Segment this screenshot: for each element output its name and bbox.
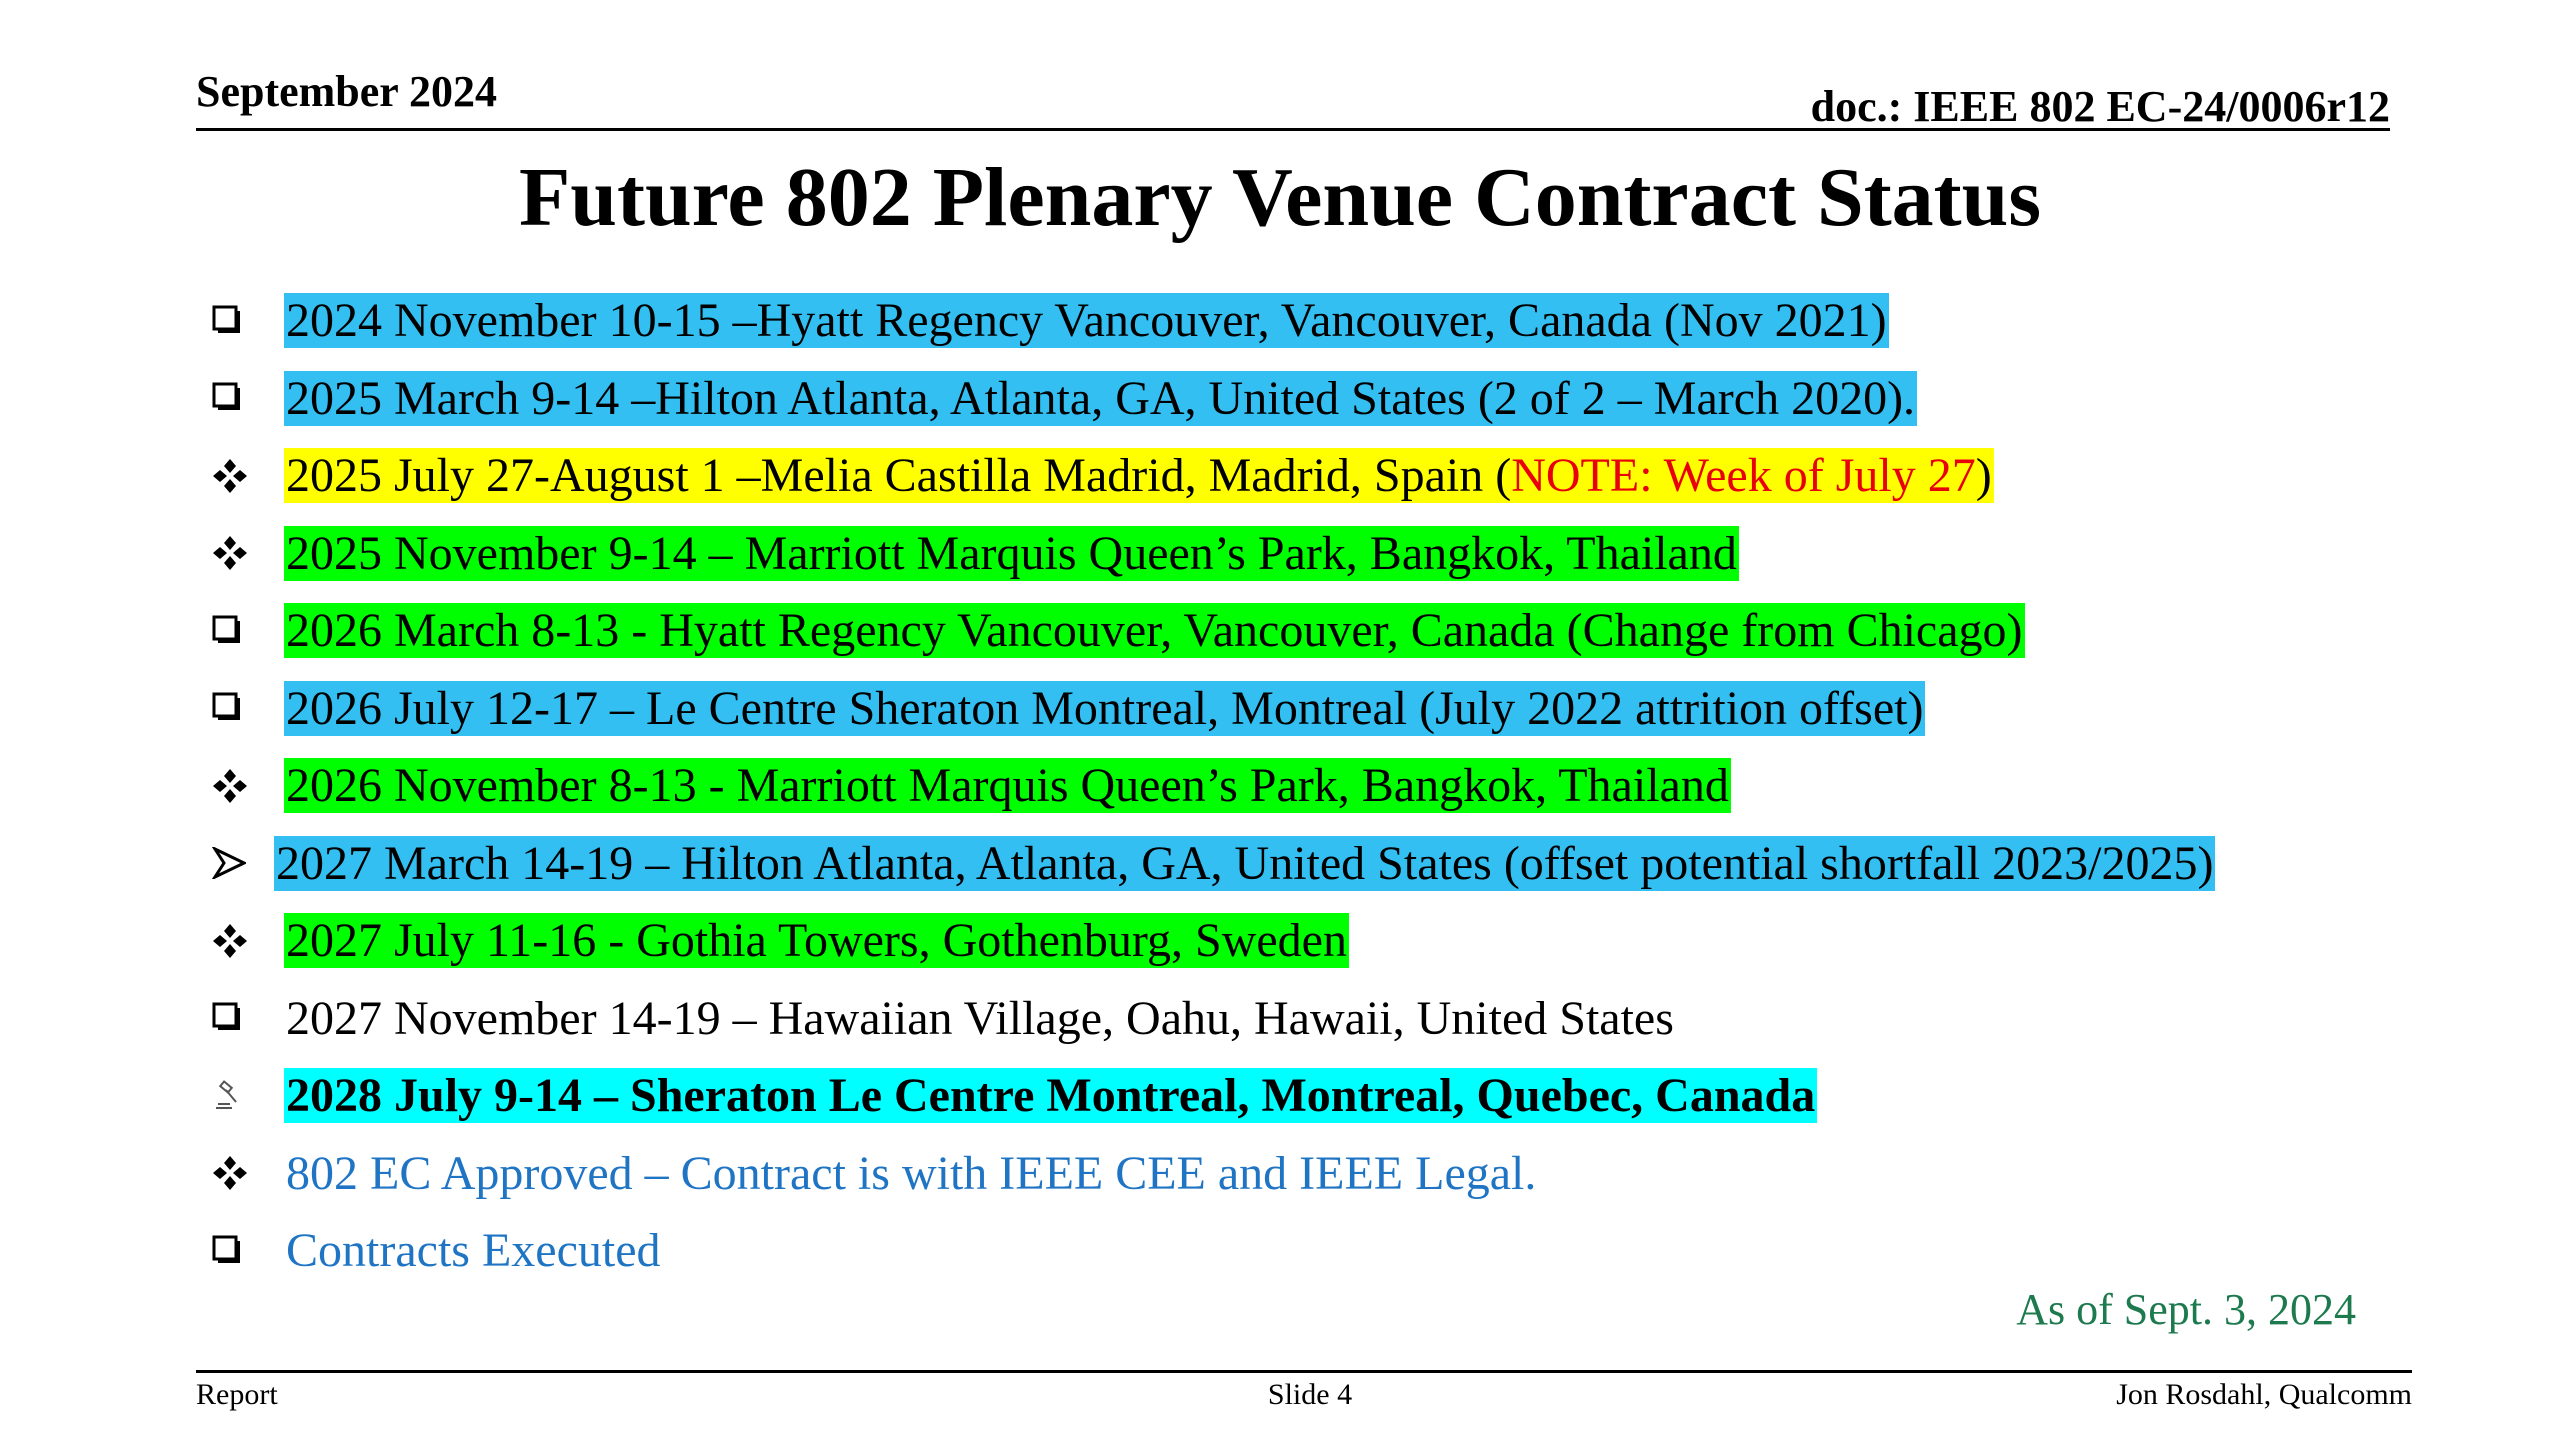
list-item (212, 515, 2512, 593)
list-item (212, 980, 2512, 1058)
list-item (212, 1135, 2512, 1213)
slide-title: Future 802 Plenary Venue Contract Status (518, 151, 2042, 244)
list-item (212, 1212, 2512, 1290)
list-item (212, 282, 2512, 360)
slide-number: Slide 4 (1267, 1378, 1353, 1411)
list-item (212, 747, 2512, 825)
venue-text: 2024 November 10-15 –Hyatt Regency Vancouver, Vancouver, Canada (Nov 2021) (286, 294, 1887, 348)
four-diamond-icon (212, 458, 284, 494)
box-outline-icon (212, 692, 284, 724)
box-outline-icon (212, 1235, 284, 1267)
header-doc-id: doc.: IEEE 802 EC-24/0006r12 (1810, 82, 2390, 131)
venue-text: 2025 March 9-14 –Hilton Atlanta, Atlanta, GA, United States (2 of 2 – March 2020). (286, 371, 1916, 425)
venue-text: 2028 July 9-14 – Sheraton Le Centre Montreal, Montreal, Quebec, Canada (286, 1069, 1816, 1123)
four-diamond-icon (212, 923, 284, 959)
list-item (212, 670, 2512, 748)
box-outline-icon (212, 305, 284, 337)
venue-text-group (284, 448, 1994, 503)
venue-text: 2026 July 12-17 – Le Centre Sheraton Montreal, Montreal (July 2022 attrition offset) (286, 681, 1924, 735)
box-outline-icon (212, 1002, 284, 1034)
header-divider (196, 128, 2390, 131)
footer-divider (196, 1370, 2412, 1373)
list-item (212, 360, 2512, 438)
venue-text: 2027 November 14-19 – Hawaiian Village, Oahu, Hawaii, United States (286, 991, 1674, 1045)
four-diamond-icon (212, 535, 284, 571)
four-diamond-icon (212, 768, 284, 804)
venue-list (212, 282, 2512, 1290)
venue-text: 2026 November 8-13 - Marriott Marquis Queen’s Park, Bangkok, Thailand (286, 759, 1729, 813)
four-diamond-icon (212, 1155, 284, 1191)
list-item (212, 1057, 2512, 1135)
list-item (212, 825, 2512, 903)
list-item (212, 902, 2512, 980)
box-outline-icon (212, 382, 284, 414)
list-item (212, 592, 2512, 670)
list-item (212, 437, 2512, 515)
footer-author: Jon Rosdahl, Qualcomm (2116, 1378, 2412, 1411)
footer-label: Report (196, 1378, 278, 1411)
gavel-icon (212, 1080, 284, 1112)
legend-text: Contracts Executed (286, 1224, 661, 1278)
venue-text-suffix: ) (1975, 449, 1992, 503)
venue-text: 2027 July 11-16 - Gothia Towers, Gothenburg, Sweden (286, 914, 1347, 968)
venue-text: 2027 March 14-19 – Hilton Atlanta, Atlanta, GA, United States (offset potential shortfall 2023/2025) (276, 836, 2214, 890)
venue-text: 2025 July 27-August 1 –Melia Castilla Madrid, Madrid, Spain ( (286, 449, 1512, 503)
as-of-date: As of Sept. 3, 2024 (2016, 1285, 2356, 1334)
legend-text: 802 EC Approved – Contract is with IEEE CEE and IEEE Legal. (286, 1146, 1537, 1200)
venue-text: 2025 November 9-14 – Marriott Marquis Queen’s Park, Bangkok, Thailand (286, 526, 1737, 580)
arrowhead-icon (212, 847, 274, 879)
box-outline-icon (212, 615, 284, 647)
venue-note: NOTE: Week of July 27 (1511, 449, 1976, 503)
venue-text: 2026 March 8-13 - Hyatt Regency Vancouver, Vancouver, Canada (Change from Chicago) (286, 604, 2023, 658)
header-date: September 2024 (196, 67, 498, 116)
